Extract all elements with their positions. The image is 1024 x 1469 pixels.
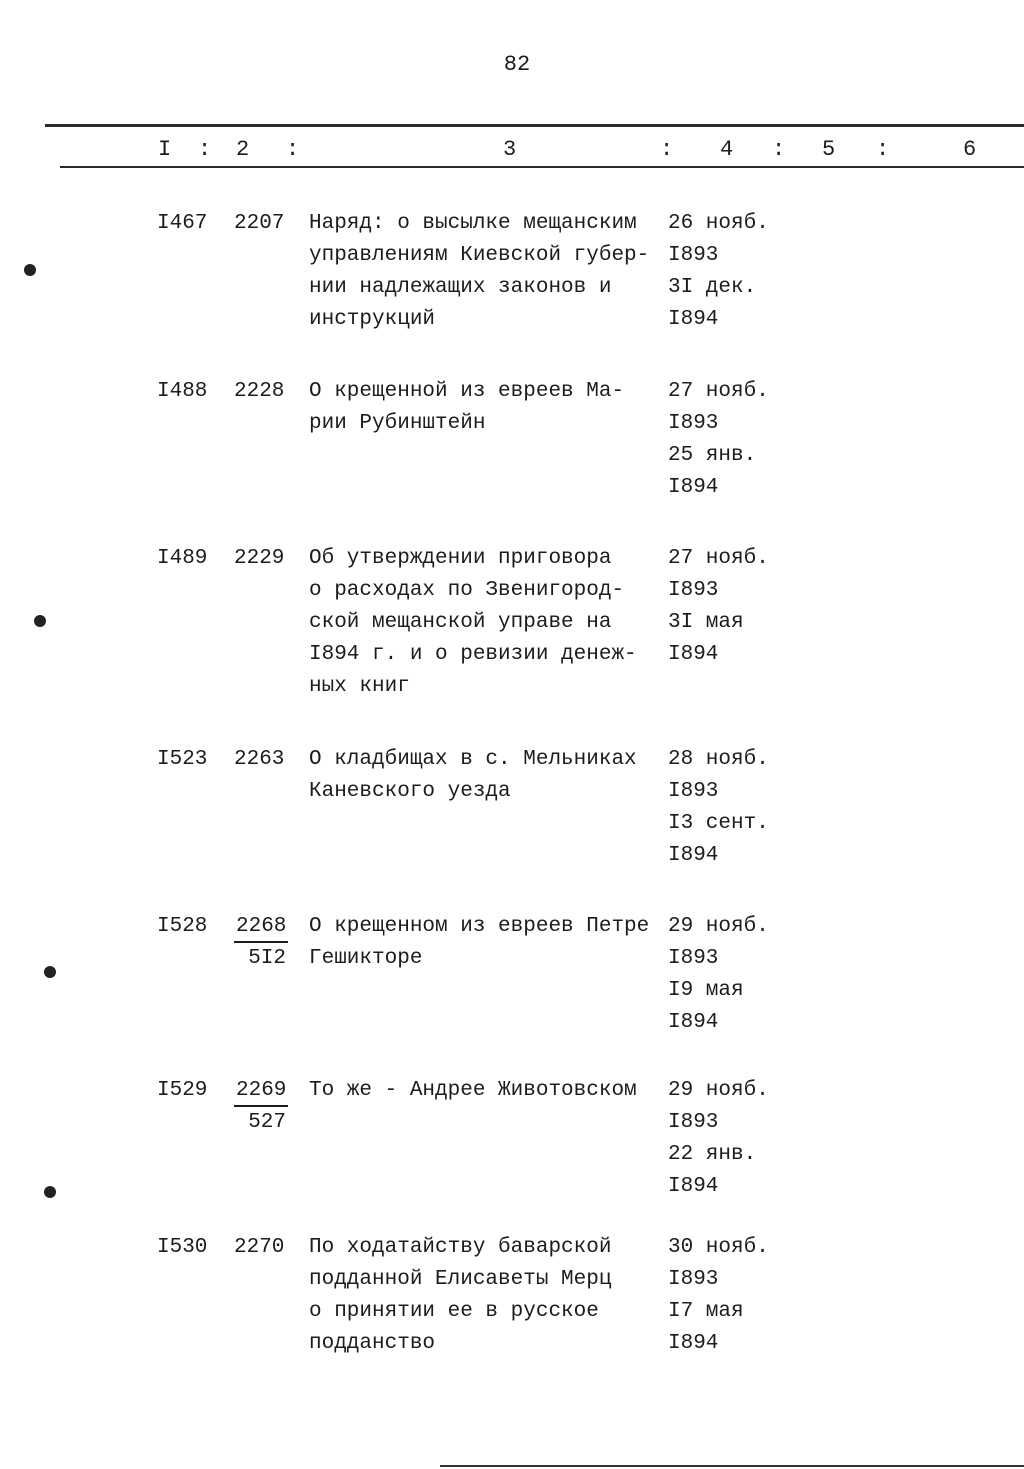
- record-code: 2270: [234, 1236, 285, 1259]
- record-dates: 26 нояб. I893 3I дек. I894: [668, 212, 769, 331]
- header-rule: [60, 166, 1024, 168]
- record-dates: 28 нояб. I893 I3 сент. I894: [668, 748, 769, 867]
- header-separator: :: [198, 137, 212, 162]
- record-number: I523: [157, 748, 208, 771]
- header-col-6: 6: [963, 137, 977, 162]
- punch-hole: [44, 1186, 56, 1198]
- record-number: I467: [157, 212, 208, 235]
- header-separator: :: [876, 137, 890, 162]
- header-separator: :: [772, 137, 786, 162]
- record-code: 2207: [234, 212, 285, 235]
- punch-hole: [34, 615, 46, 627]
- record-dates: 27 нояб. I893 3I мая I894: [668, 547, 769, 666]
- record-number: I529: [157, 1079, 208, 1102]
- header-col-1: I: [158, 137, 172, 162]
- record-code: 2269 527: [234, 1075, 294, 1139]
- header-separator: :: [286, 137, 300, 162]
- header-col-2: 2: [236, 137, 250, 162]
- record-dates: 29 нояб. I893 22 янв. I894: [668, 1079, 769, 1198]
- record-number: I488: [157, 380, 208, 403]
- record-title: О крещенной из евреев Ма- рии Рубинштейн: [309, 380, 625, 435]
- record-code: 2229: [234, 547, 285, 570]
- punch-hole: [44, 966, 56, 978]
- record-code: 2263: [234, 748, 285, 771]
- record-title: То же - Андрее Животовском: [309, 1079, 637, 1102]
- record-number: I528: [157, 915, 208, 938]
- record-code: 2268 5I2: [234, 911, 294, 975]
- record-number: I530: [157, 1236, 208, 1259]
- header-separator: :: [660, 137, 674, 162]
- record-code: 2228: [234, 380, 285, 403]
- record-title: Наряд: о высылке мещанским управлениям Киевской губер- нии надлежащих законов и инструкций: [309, 212, 650, 331]
- record-title: Об утверждении приговора о расходах по Звенигород- ской мещанской управе на I894 г. и о ревизии денеж- ных книг: [309, 547, 637, 698]
- bottom-rule: [440, 1465, 1024, 1467]
- header-col-4: 4: [720, 137, 734, 162]
- punch-hole: [24, 264, 36, 276]
- record-dates: 30 нояб. I893 I7 мая I894: [668, 1236, 769, 1355]
- top-rule: [45, 124, 1024, 127]
- record-dates: 29 нояб. I893 I9 мая I894: [668, 915, 769, 1034]
- record-title: По ходатайству баварской подданной Елисаветы Мерц о принятии ее в русское подданство: [309, 1236, 612, 1355]
- record-title: О кладбищах в с. Мельниках Каневского уезда: [309, 748, 637, 803]
- page-number: 82: [503, 52, 531, 77]
- record-dates: 27 нояб. I893 25 янв. I894: [668, 380, 769, 499]
- record-sub-number: 5I2: [248, 947, 286, 970]
- record-number: I489: [157, 547, 208, 570]
- header-col-3: 3: [503, 137, 517, 162]
- record-title: О крещенном из евреев Петре Гешикторе: [309, 915, 650, 970]
- record-sub-number: 527: [248, 1111, 286, 1134]
- header-col-5: 5: [822, 137, 836, 162]
